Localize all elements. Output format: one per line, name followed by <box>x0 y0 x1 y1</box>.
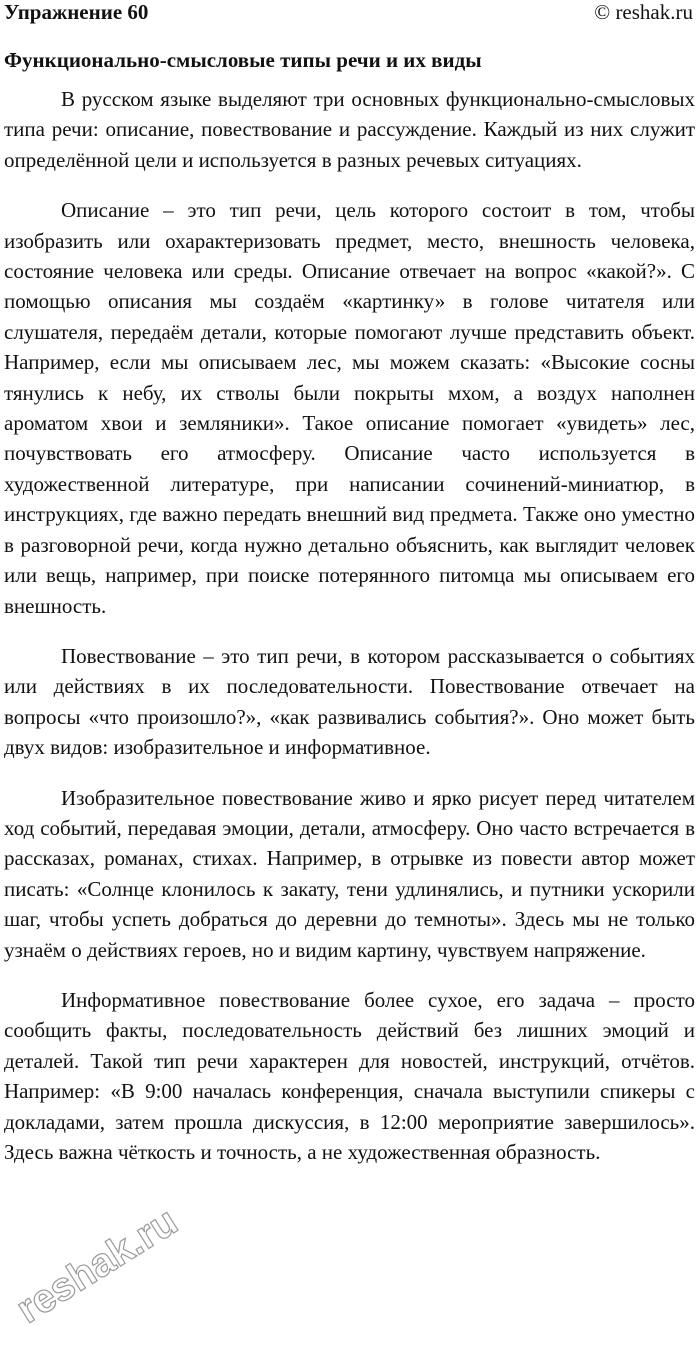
paragraph-pictorial-narration: Изобразительное повествование живо и ярко рисует перед читателем ход событий, передавая эмоции, детали, атмосферу. Оно часто встречается в рассказах, романах, стихах. Например, в отрывке из повести автор может писать: «Солнце клонилось к закату, тени удлинялись, и путники ускорили шаг, чтобы успеть добраться до деревни до темноты». Здесь мы не только узнаём о действиях героев, но и видим картину, чувствуем напряжение. <box>4 785 695 962</box>
paragraph-informative-narration: Информативное повествование более сухое, его задача – просто сообщить факты, последовательность действий без лишних эмоций и деталей. Такой тип речи характерен для новостей, инструкций, отчётов. Например: «В 9:00 началась конференция, сначала выступили спикеры с докладами, затем прошла дискуссия, в 12:00 мероприятие завершилось». Здесь важна чёткость и точность, а не художественная образность. <box>4 987 695 1164</box>
section-title: Функционально-смысловые типы речи и их виды <box>4 48 482 72</box>
paragraph-intro: В русском языке выделяют три основных функционально-смысловых типа речи: описание, повествование и рассуждение. Каждый из них служит определённой цели и используется в разных речевых ситуациях. <box>4 87 695 172</box>
watermark-text: reshak.ru <box>9 1199 186 1332</box>
paragraph-narration: Повествование – это тип речи, в котором рассказывается о событиях или действиях в их последовательности. Повествование отвечает на вопросы «что произошло?», «как развивались события?». Оно может быть двух видов: изобразительное и информативное. <box>4 643 695 760</box>
source-mark: © reshak.ru <box>594 0 693 24</box>
exercise-title: Упражнение 60 <box>4 0 149 24</box>
paragraph-description: Описание – это тип речи, цель которого состоит в том, чтобы изобразить или охарактеризовать предмет, место, внешность человека, состояние человека или среды. Описание отвечает на вопрос «какой?». С помощью описания мы создаём «картинку» в голове читателя или слушателя, передаём детали, которые помогают лучше представить объект. Например, если мы описываем лес, мы можем сказать: «Высокие сосны тянулись к небу, их стволы были покрыты мхом, а воздух наполнен ароматом хвои и земляники». Такое описание помогает «увидеть» лес, почувствовать его атмосферу. Описание часто используется в художественной литературе, при написании сочинений-миниатюр, в инструкциях, где важно передать внешний вид предмета. Также оно уместно в разговорной речи, когда нужно детально объяснить, как выглядит человек или вещь, например, при поиске потерянного питомца мы описываем его внешность. <box>4 198 695 618</box>
page-header <box>4 0 695 26</box>
